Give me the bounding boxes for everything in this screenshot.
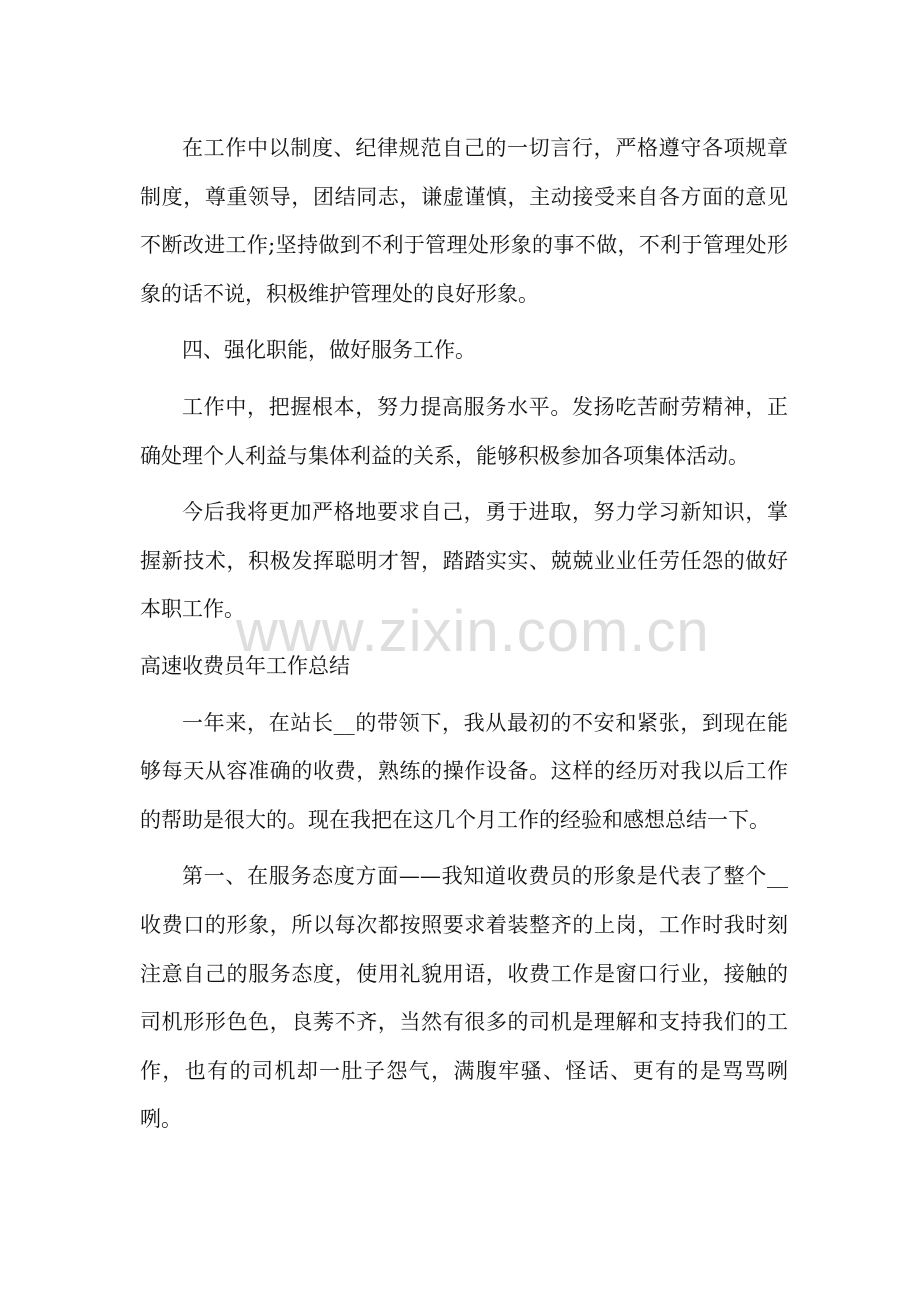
paragraph-future-plan: 今后我将更加严格地要求自己，勇于进取，努力学习新知识，掌握新技术，积极发挥聪明才智，踏踏实实、兢兢业业任劳任怨的做好本职工作。 — [140, 500, 788, 622]
paragraph-year-review: 一年来，在站长__的带领下，我从最初的不安和紧张，到现在能够每天从容准确的收费，熟练的操作设备。这样的经历对我以后工作的帮助是很大的。现在我把在这几个月工作的经验和感想总结一下。 — [140, 710, 788, 832]
paragraph-service-level: 工作中，把握根本，努力提高服务水平。发扬吃苦耐劳精神，正确处理个人利益与集体利益的关系，能够积极参加各项集体活动。 — [140, 394, 788, 468]
paragraph-service-attitude: 第一、在服务态度方面——我知道收费员的形象是代表了整个__收费口的形象，所以每次都按照要求着装整齐的上岗，工作时我时刻注意自己的服务态度，使用礼貌用语，收费工作是窗口行业，接触的司机形形色色，良莠不齐，当然有很多的司机是理解和支持我们的工作，也有的司机却一肚子怨气，满腹牢骚、怪话、更有的是骂骂咧咧。 — [140, 864, 788, 1132]
document-body — [140, 124, 788, 1152]
paragraph-section-four: 四、强化职能，做好服务工作。 — [182, 338, 476, 363]
paragraph-conduct: 在工作中以制度、纪律规范自己的一切言行，严格遵守各项规章制度，尊重领导，团结同志，谦虚谨慎，主动接受来自各方面的意见不断改进工作;坚持做到不利于管理处形象的事不做，不利于管理处形象的话不说，积极维护管理处的良好形象。 — [140, 136, 788, 306]
watermark-text: www.zixin.com.cn — [236, 599, 710, 664]
section-title: 高速收费员年工作总结 — [140, 653, 350, 678]
